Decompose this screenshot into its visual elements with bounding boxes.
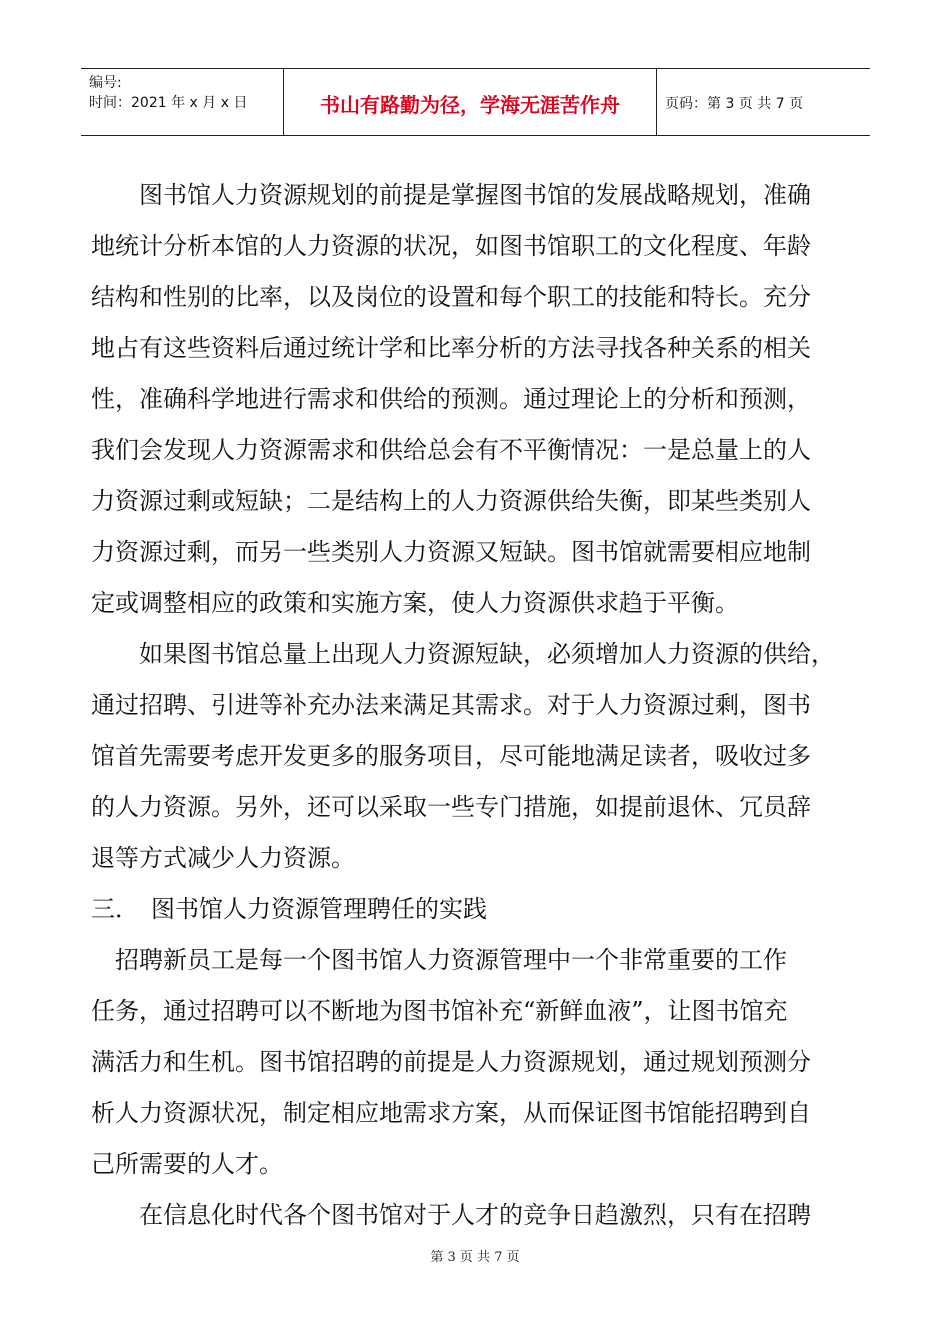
page-footer (0, 1246, 950, 1265)
body-line: 通过招聘、引进等补充办法来满足其需求。对于人力资源过剩，图书 (91, 691, 811, 719)
body-line: 任务，通过招聘可以不断地为图书馆补充“新鲜血液”，让图书馆充 (91, 997, 788, 1025)
body-line: 在信息化时代各个图书馆对于人才的竞争日趋激烈，只有在招聘 (91, 1201, 811, 1229)
body-line: 己所需要的人才。 (91, 1150, 283, 1178)
header-page-cell (657, 69, 870, 135)
body-line: 地占有这些资料后通过统计学和比率分析的方法寻找各种关系的相关 (91, 334, 811, 362)
body-line: 招聘新员工是每一个图书馆人力资源管理中一个非常重要的工作 (91, 946, 787, 974)
body-line: 退等方式减少人力资源。 (91, 844, 355, 872)
body-line: 力资源过剩，而另一些类别人力资源又短缺。图书馆就需要相应地制 (91, 538, 811, 566)
body-line: 如果图书馆总量上出现人力资源短缺，必须增加人力资源的供给， (91, 640, 835, 668)
section-heading: 三． 图书馆人力资源管理聘任的实践 (91, 895, 487, 923)
body-line: 馆首先需要考虑开发更多的服务项目，尽可能地满足读者，吸收过多 (91, 742, 811, 770)
body-line: 结构和性别的比率，以及岗位的设置和每个职工的技能和特长。充分 (91, 283, 811, 311)
header-motto-cell (283, 69, 657, 135)
motto-text: 书山有路勤为径，学海无涯苦作舟 (320, 92, 620, 117)
body-line: 满活力和生机。图书馆招聘的前提是人力资源规划，通过规划预测分 (91, 1048, 811, 1076)
body-line: 析人力资源状况，制定相应地需求方案，从而保证图书馆能招聘到自 (91, 1099, 811, 1127)
body-line: 的人力资源。另外，还可以采取一些专门措施，如提前退休、冗员辞 (91, 793, 811, 821)
body-line: 地统计分析本馆的人力资源的状况，如图书馆职工的文化程度、年龄 (91, 232, 811, 260)
page-label: 页码：第 3 页 共 7 页 (665, 96, 804, 112)
number-label: 编号: (89, 75, 122, 91)
time-label: 时间：2021 年 x 月 x 日 (89, 95, 248, 111)
body-line: 力资源过剩或短缺；二是结构上的人力资源供给失衡，即某些类别人 (91, 487, 811, 515)
header-meta-cell (81, 69, 283, 135)
body-line: 性，准确科学地进行需求和供给的预测。通过理论上的分析和预测， (91, 385, 811, 413)
body-line: 定或调整相应的政策和实施方案，使人力资源供求趋于平衡。 (91, 589, 739, 617)
body-line: 图书馆人力资源规划的前提是掌握图书馆的发展战略规划，准确 (91, 181, 811, 209)
document-body (91, 170, 859, 1241)
footer-page-number: 第 3 页 共 7 页 (430, 1250, 520, 1265)
body-line: 我们会发现人力资源需求和供给总会有不平衡情况：一是总量上的人 (91, 436, 811, 464)
document-header (81, 68, 870, 136)
